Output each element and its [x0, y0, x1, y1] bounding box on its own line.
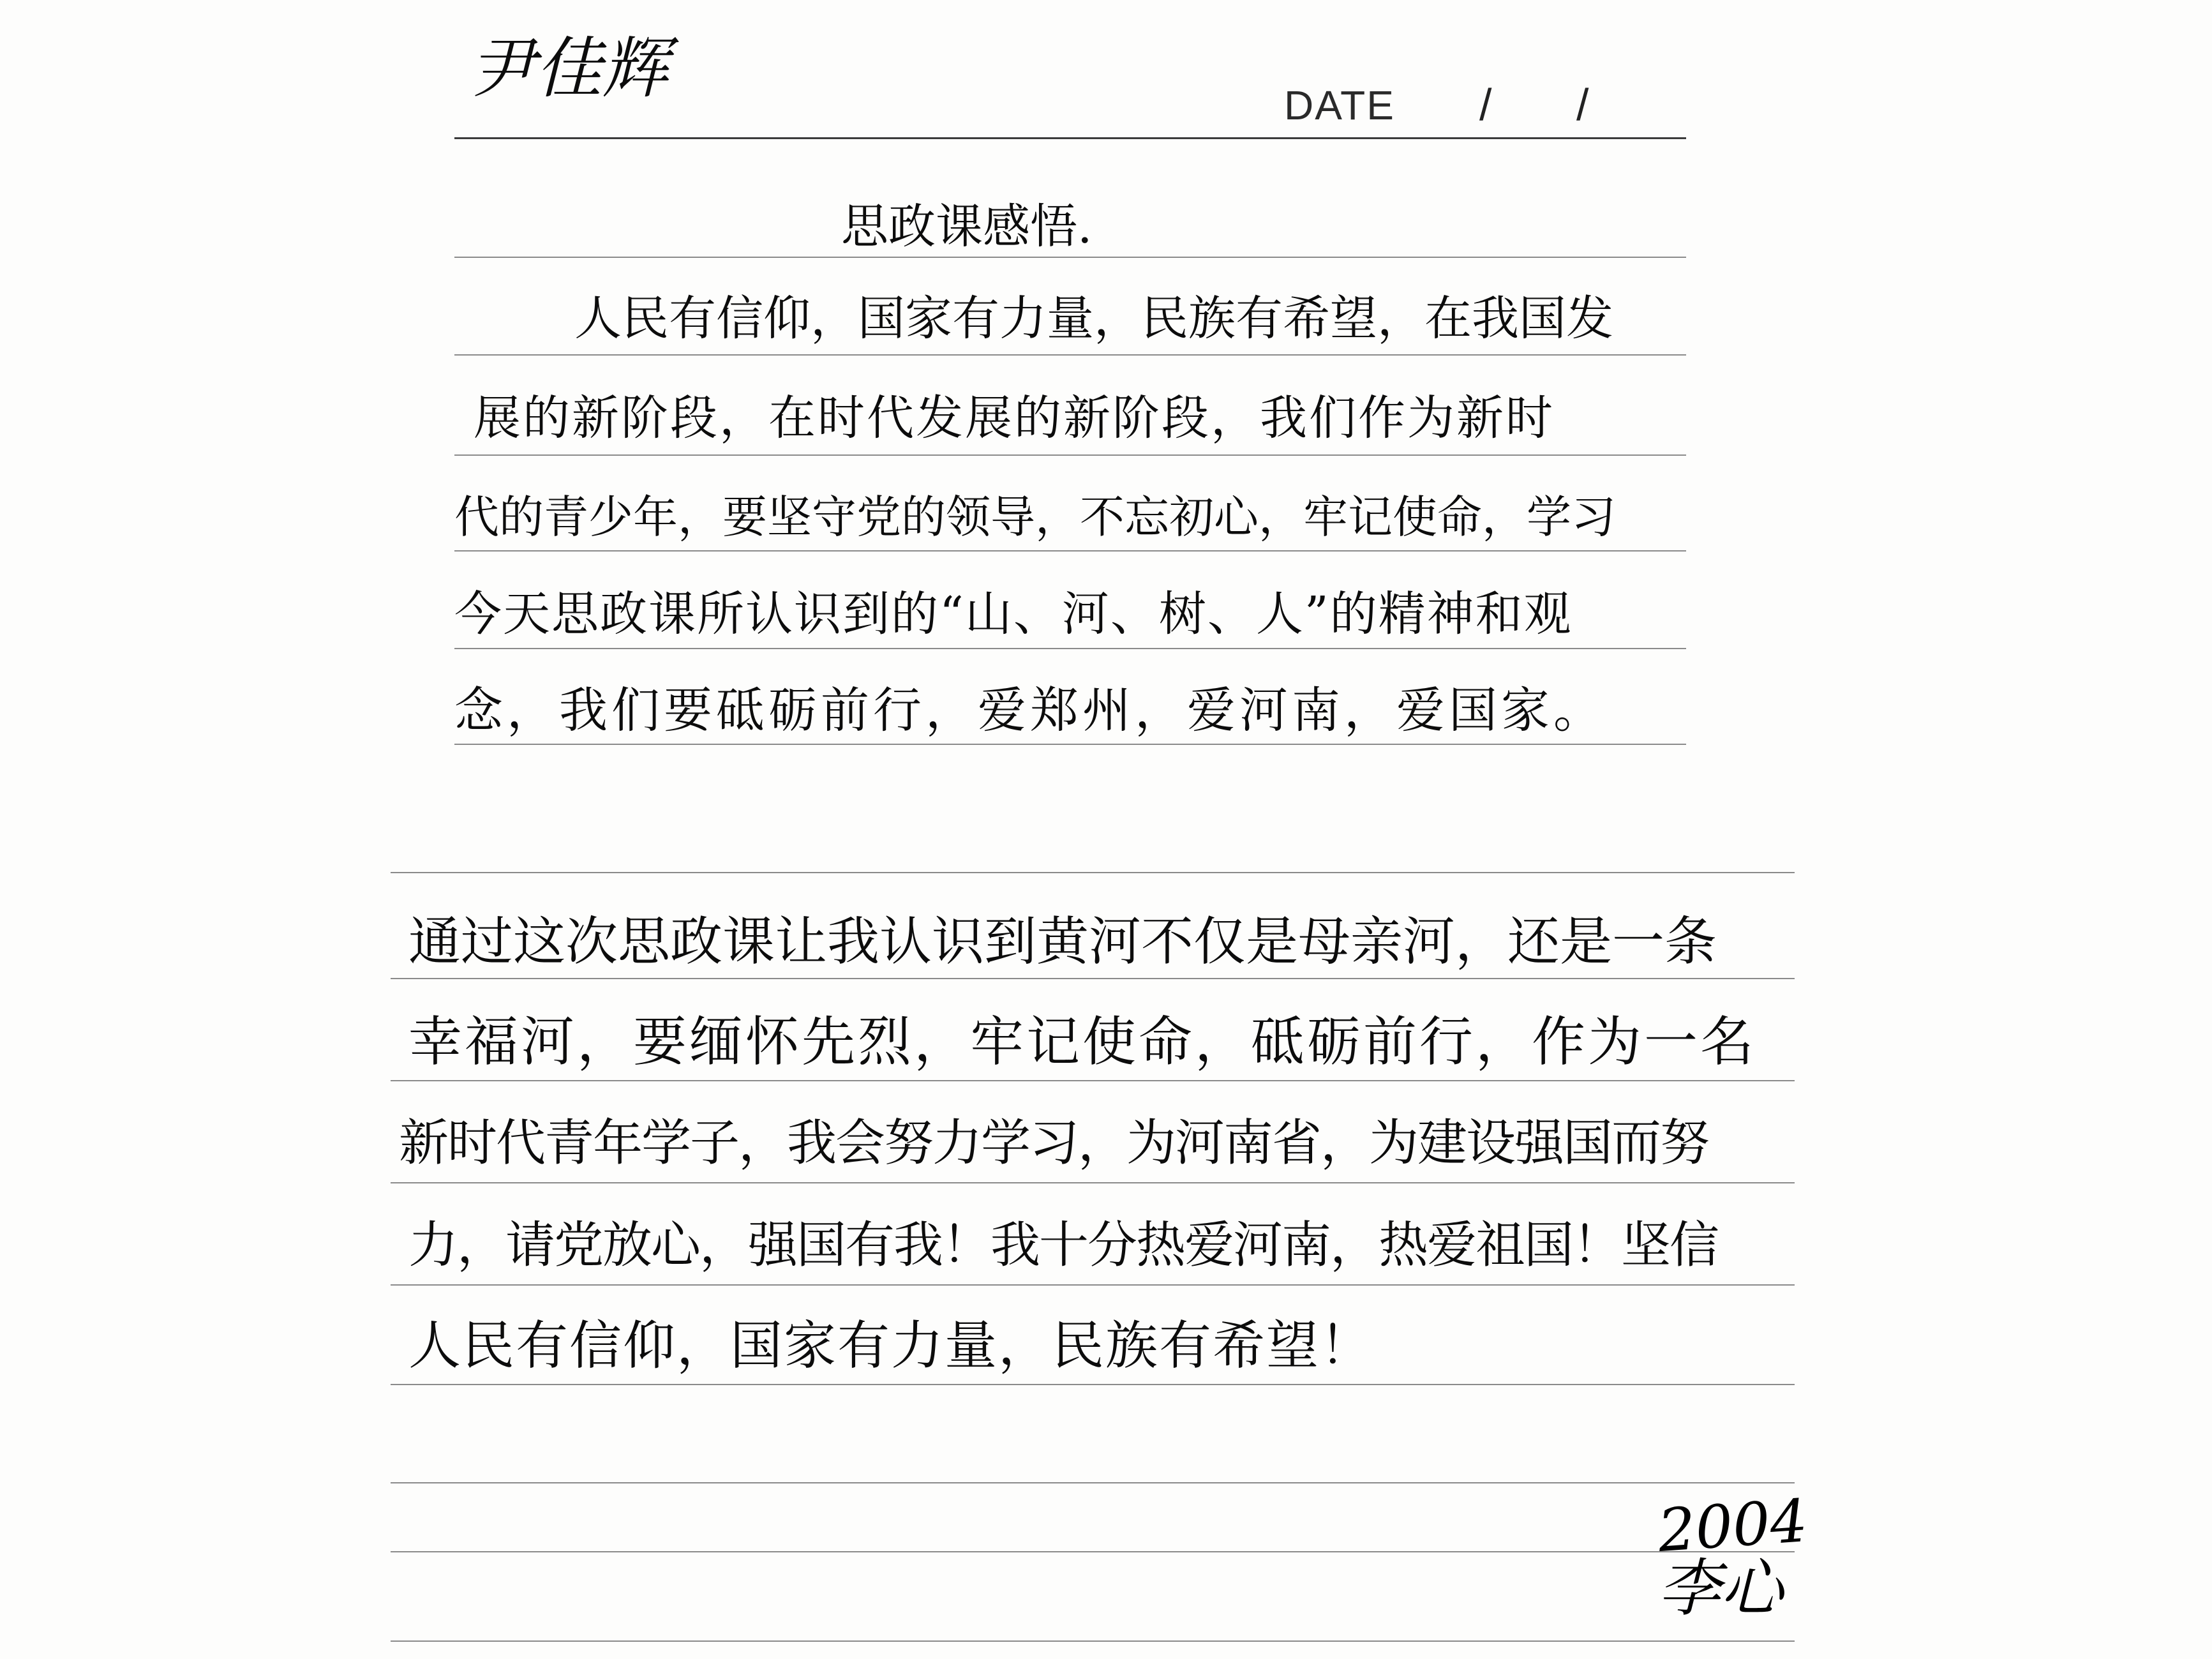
- ruled-line: [391, 978, 1795, 979]
- bottom-note-line-3: 新时代青年学子，我会努力学习，为河南省，为建设强国而努: [399, 1115, 1709, 1172]
- top-note-line-5: 念，我们要砥砺前行，爱郑州，爱河南，爱国家。: [454, 682, 1606, 739]
- note-title: 思政课感悟.: [841, 199, 1093, 254]
- ruled-line: [391, 1640, 1795, 1642]
- ruled-line: [454, 648, 1686, 649]
- ruled-line: [391, 1182, 1795, 1183]
- author-name: 尹佳辉: [469, 29, 669, 107]
- bottom-note-line-5: 人民有信仰，国家有力量，民族有希望！: [408, 1316, 1374, 1376]
- ruled-line: [454, 744, 1686, 745]
- ruled-line: [391, 1551, 1795, 1552]
- ruled-line: [391, 1384, 1795, 1385]
- ruled-line: [391, 1482, 1795, 1483]
- date-slash-2: /: [1576, 80, 1589, 130]
- ruled-line: [391, 1080, 1795, 1081]
- ruled-line: [454, 354, 1686, 356]
- ruled-line: [391, 1284, 1795, 1286]
- signature: 李心: [1658, 1552, 1784, 1625]
- ruled-line: [454, 550, 1686, 552]
- ruled-line: [454, 454, 1686, 456]
- header-rule: [454, 137, 1686, 139]
- bottom-note-line-4: 力，请党放心，强国有我！我十分热爱河南，热爱祖国！坚信: [408, 1217, 1719, 1274]
- year-note: 2004: [1655, 1486, 1810, 1566]
- top-note-line-2: 展的新阶段，在时代发展的新阶段，我们作为新时: [474, 391, 1555, 446]
- top-note-line-1: 人民有信仰，国家有力量，民族有希望，在我国发: [574, 291, 1613, 346]
- bottom-note-line-2: 幸福河，要缅怀先烈，牢记使命，砥砺前行，作为一名: [408, 1010, 1757, 1073]
- ruled-line: [391, 872, 1795, 873]
- date-label: DATE: [1284, 82, 1395, 128]
- top-note-line-4: 今天思政课所认识到的“山、河、树、人”的精神和观: [454, 587, 1573, 642]
- date-slash-1: /: [1479, 80, 1492, 130]
- bottom-note-line-1: 通过这次思政课让我认识到黄河不仅是母亲河，还是一条: [408, 912, 1717, 972]
- bottom-notebook-page: [0, 830, 2212, 1659]
- ruled-line: [454, 257, 1686, 258]
- top-note-line-3: 代的青少年，要坚守党的领导，不忘初心，牢记使命，学习: [454, 491, 1616, 543]
